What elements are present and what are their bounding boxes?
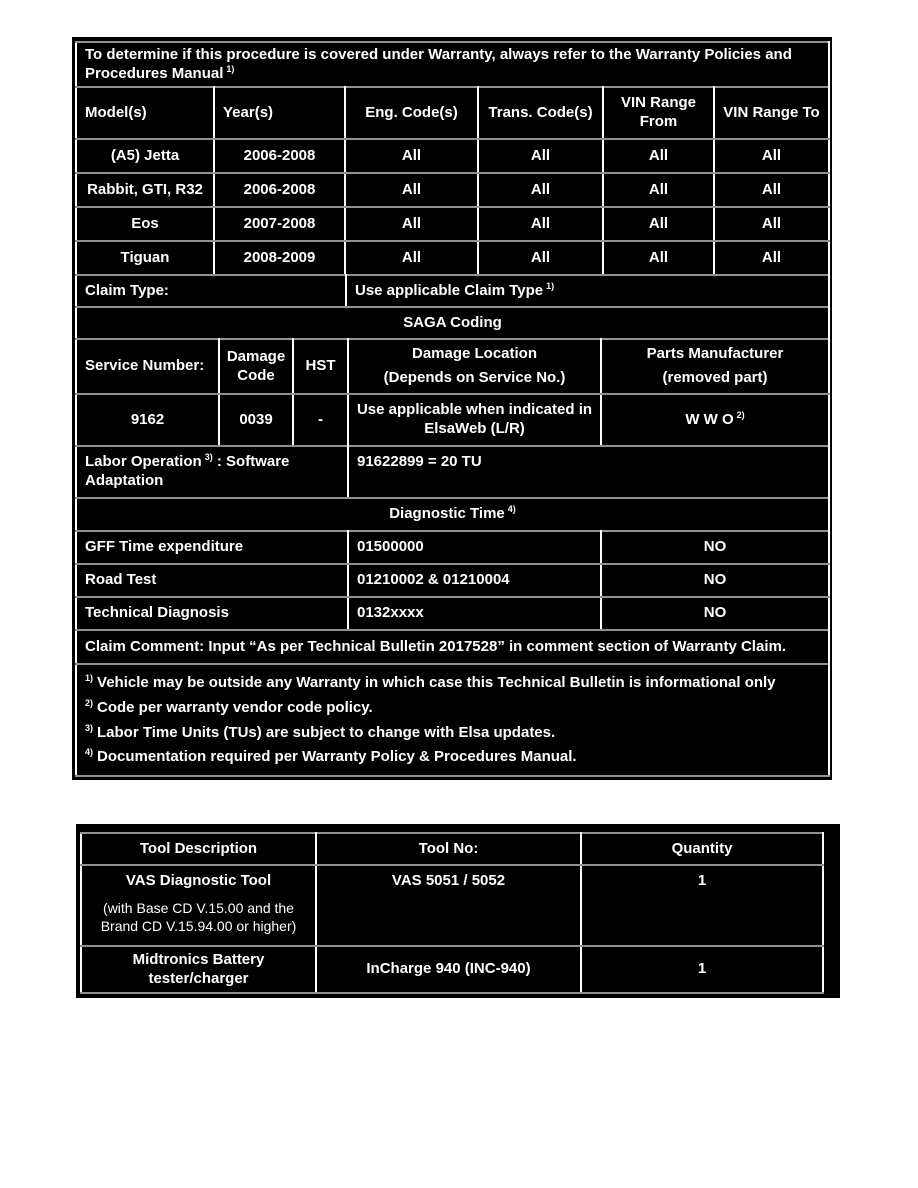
footnote-ref: 2) <box>85 697 94 708</box>
labor-operation-label-prefix: Labor Operation <box>85 453 202 470</box>
tool-table-grid <box>80 832 824 994</box>
vehicle-row <box>76 241 829 275</box>
vehicle-row <box>76 173 829 207</box>
tool-header-row <box>81 833 823 865</box>
vehicle-header-row <box>76 87 829 139</box>
saga-title-row <box>76 307 829 339</box>
column-header-trans-codes: Trans. Code(s) <box>478 87 603 139</box>
footnote-ref: 1) <box>546 280 555 291</box>
model-cell: Rabbit, GTI, R32 <box>76 173 214 207</box>
footnote <box>85 748 822 767</box>
diagnostic-row-code: 01500000 <box>348 531 601 564</box>
footnote-ref: 4) <box>507 504 516 515</box>
model-cell: Tiguan <box>76 241 214 275</box>
vin-from-cell: All <box>603 207 714 241</box>
eng-code-cell: All <box>345 207 478 241</box>
warranty-note-row <box>76 42 829 87</box>
vin-to-cell: All <box>714 207 829 241</box>
tool-row <box>81 946 823 993</box>
column-header-eng-codes: Eng. Code(s) <box>345 87 478 139</box>
vehicle-applicability-section <box>75 86 830 276</box>
warranty-table <box>72 37 832 780</box>
tool-no-cell: VAS 5051 / 5052 <box>316 865 581 946</box>
diagnostic-time-title-row <box>76 498 829 531</box>
claim-comment-row <box>76 630 829 664</box>
footnote-ref: 2) <box>736 409 745 420</box>
parts-manufacturer-label <box>601 339 829 394</box>
trans-code-cell: All <box>478 173 603 207</box>
column-header-quantity: Quantity <box>581 833 823 865</box>
column-header-vin-to: VIN Range To <box>714 87 829 139</box>
footnote-ref: 4) <box>85 747 94 758</box>
diagnostic-row-label: Technical Diagnosis <box>76 597 348 630</box>
labor-operation-value: 91622899 = 20 TU <box>348 446 829 498</box>
column-header-vin-from: VIN Range From <box>603 87 714 139</box>
saga-coding-section <box>75 338 830 447</box>
labor-operation-label-suffix: : Software Adaptation <box>85 453 290 489</box>
claim-comment: Claim Comment: Input “As per Technical Bulletin 2017528” in comment section of Warranty Claim. <box>76 630 829 664</box>
diagnostic-time-title-section <box>75 497 830 532</box>
footnote <box>85 724 822 743</box>
footnote-ref: 3) <box>85 722 94 733</box>
tool-description-cell: Midtronics Battery tester/charger <box>81 946 316 993</box>
service-number-value: 9162 <box>76 394 219 446</box>
eng-code-cell: All <box>345 173 478 207</box>
damage-code-label: Damage Code <box>219 339 293 394</box>
footnote-text: Vehicle may be outside any Warranty in which case this Technical Bulletin is informational only <box>97 674 776 691</box>
claim-type-section <box>75 274 830 308</box>
warranty-note-text: To determine if this procedure is covered under Warranty, always refer to the Warranty Policies and Procedures Manual <box>85 45 792 82</box>
diagnostic-row-flag: NO <box>601 597 829 630</box>
labor-operation-row <box>76 446 829 498</box>
tool-description-detail: (with Base CD V.15.00 and the Brand CD V.15.94.00 or higher) <box>100 899 297 934</box>
hst-value: - <box>293 394 348 446</box>
eng-code-cell: All <box>345 241 478 275</box>
diagnostic-time-row <box>76 531 829 564</box>
vin-from-cell: All <box>603 241 714 275</box>
warranty-note-cell <box>76 42 829 87</box>
parts-manufacturer-value-text: W W O <box>685 410 734 428</box>
damage-location-label-line2: (Depends on Service No.) <box>383 369 566 386</box>
tool-description: VAS Diagnostic Tool <box>125 872 272 889</box>
saga-value-row <box>76 394 829 446</box>
claim-type-row <box>76 275 829 307</box>
model-cell: (A5) Jetta <box>76 139 214 173</box>
diagnostic-row-code: 0132xxxx <box>348 597 601 630</box>
saga-title-section <box>75 306 830 340</box>
tool-quantity-cell: 1 <box>581 865 823 946</box>
damage-location-value: Use applicable when indicated in ElsaWeb (L/R) <box>348 394 601 446</box>
years-cell: 2006-2008 <box>214 139 345 173</box>
footnotes-section <box>75 663 830 777</box>
damage-code-value: 0039 <box>219 394 293 446</box>
tool-row <box>81 865 823 946</box>
model-cell: Eos <box>76 207 214 241</box>
diagnostic-time-section <box>75 530 830 631</box>
labor-operation-label <box>76 446 348 498</box>
saga-header-row <box>76 339 829 394</box>
service-number-label: Service Number: <box>76 339 219 394</box>
diagnostic-time-title-text: Diagnostic Time <box>389 505 505 523</box>
trans-code-cell: All <box>478 139 603 173</box>
footnotes-cell <box>76 664 829 776</box>
claim-type-label: Claim Type: <box>76 275 346 307</box>
warranty-note-section <box>75 41 830 88</box>
trans-code-cell: All <box>478 241 603 275</box>
diagnostic-time-title <box>76 498 829 531</box>
parts-manufacturer-label-line2: (removed part) <box>662 369 768 386</box>
claim-type-value <box>346 275 829 307</box>
tool-table <box>76 824 840 998</box>
years-cell: 2007-2008 <box>214 207 345 241</box>
tool-description-cell <box>81 865 316 946</box>
diagnostic-row-flag: NO <box>601 564 829 597</box>
footnote <box>85 699 822 718</box>
damage-location-label-line1: Damage Location <box>411 345 538 363</box>
footnote-text: Labor Time Units (TUs) are subject to change with Elsa updates. <box>97 723 556 741</box>
column-header-tool-no: Tool No: <box>316 833 581 865</box>
vin-to-cell: All <box>714 241 829 275</box>
damage-location-label <box>348 339 601 394</box>
vin-to-cell: All <box>714 173 829 207</box>
footnote-ref: 3) <box>204 452 213 462</box>
claim-comment-section <box>75 629 830 665</box>
vin-to-cell: All <box>714 139 829 173</box>
diagnostic-row-code: 01210002 & 01210004 <box>348 564 601 597</box>
footnote-ref: 1) <box>226 63 235 74</box>
eng-code-cell: All <box>345 139 478 173</box>
claim-type-value-text: Use applicable Claim Type <box>355 281 544 299</box>
vin-from-cell: All <box>603 139 714 173</box>
footnote-ref: 1) <box>85 673 94 683</box>
parts-manufacturer-value <box>601 394 829 446</box>
footnotes-row <box>76 664 829 776</box>
diagnostic-time-row <box>76 597 829 630</box>
footnote-text: Documentation required per Warranty Policy & Procedures Manual. <box>97 748 577 766</box>
column-header-years: Year(s) <box>214 87 345 139</box>
footnote-text: Code per warranty vendor code policy. <box>97 698 373 716</box>
column-header-tool-description: Tool Description <box>81 833 316 865</box>
diagnostic-row-label: Road Test <box>76 564 348 597</box>
trans-code-cell: All <box>478 207 603 241</box>
parts-manufacturer-label-line1: Parts Manufacturer <box>646 345 784 363</box>
diagnostic-row-flag: NO <box>601 531 829 564</box>
footnote <box>85 674 822 693</box>
hst-label: HST <box>293 339 348 394</box>
tool-no-cell: InCharge 940 (INC-940) <box>316 946 581 993</box>
vehicle-row <box>76 207 829 241</box>
diagnostic-time-row <box>76 564 829 597</box>
years-cell: 2006-2008 <box>214 173 345 207</box>
years-cell: 2008-2009 <box>214 241 345 275</box>
labor-operation-section <box>75 445 830 499</box>
diagnostic-row-label: GFF Time expenditure <box>76 531 348 564</box>
tool-quantity-cell: 1 <box>581 946 823 993</box>
vehicle-row <box>76 139 829 173</box>
column-header-models: Model(s) <box>76 87 214 139</box>
saga-title: SAGA Coding <box>76 307 829 339</box>
vin-from-cell: All <box>603 173 714 207</box>
